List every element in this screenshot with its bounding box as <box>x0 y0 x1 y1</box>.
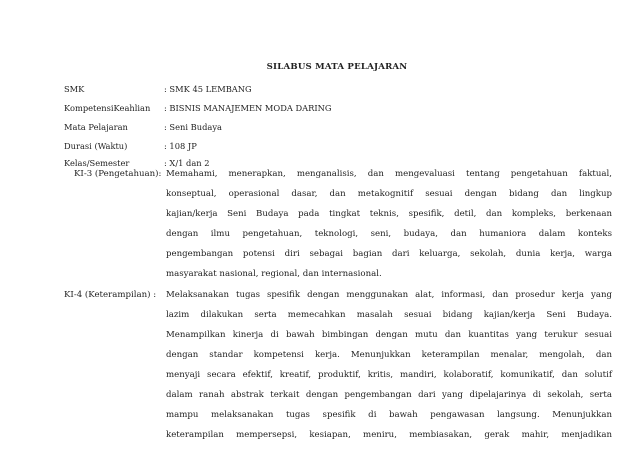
ki4-line: dalam ranah abstrak terkait dengan pengembangan dari yang dipelajarinya di sekolah, serta <box>166 390 612 400</box>
ki3-line: masyarakat nasional, regional, dan internasional. <box>166 269 382 279</box>
ki3-line: kajian/kerja Seni Budaya pada tingkat teknis, spesifik, detil, dan kompleks, berkenaan <box>166 209 612 219</box>
ki3-line: dengan ilmu pengetahuan, teknologi, seni, budaya, dan humaniora dalam konteks <box>166 229 612 239</box>
document-title: SILABUS MATA PELAJARAN <box>266 62 408 72</box>
ki4-line: Menampilkan kinerja di bawah bimbingan dengan mutu dan kuantitas yang terukur sesuai <box>166 330 612 340</box>
meta-label: SMK <box>64 84 85 94</box>
ki3-line: Memahami, menerapkan, menganalisis, dan mengevaluasi tentang pengetahuan faktual, <box>166 169 612 179</box>
ki4-line: keterampilan mempersepsi, kesiapan, meniru, membiasakan, gerak mahir, menjadikan <box>166 430 612 440</box>
meta-value: : 108 JP <box>164 141 197 151</box>
ki4-line: mampu melaksanakan tugas spesifik di bawah pengawasan langsung. Menunjukkan <box>166 410 612 420</box>
ki4-line: lazim dilakukan serta memecahkan masalah sesuai bidang kajian/kerja Seni Budaya. <box>166 310 612 320</box>
meta-label: KompetensiKeahlian <box>64 103 151 113</box>
meta-value: : Seni Budaya <box>164 122 222 132</box>
ki4-label: KI-4 (Keterampilan) : <box>64 290 157 300</box>
meta-label: Durasi (Waktu) <box>64 141 128 151</box>
meta-value: : BISNIS MANAJEMEN MODA DARING <box>164 103 332 113</box>
ki3-line: pengembangan potensi diri sebagai bagian dari keluarga, sekolah, dunia kerja, warga <box>166 249 612 259</box>
ki4-line: menyaji secara efektif, kreatif, produktif, kritis, mandiri, kolaboratif, komunikatif, dan solutif <box>166 370 612 380</box>
meta-label: Mata Pelajaran <box>64 122 128 132</box>
ki4-line: dengan standar kompetensi kerja. Menunjukkan keterampilan menalar, mengolah, dan <box>166 350 612 360</box>
ki4-line: Melaksanakan tugas spesifik dengan menggunakan alat, informasi, dan prosedur kerja yang <box>166 290 612 300</box>
meta-value: : SMK 45 LEMBANG <box>164 84 252 94</box>
meta-value: : X/1 dan 2 <box>164 158 210 168</box>
ki3-line: konseptual, operasional dasar, dan metakognitif sesuai dengan bidang dan lingkup <box>166 189 612 199</box>
ki3-label: KI-3 (Pengetahuan): <box>74 169 162 179</box>
meta-label: Kelas/Semester <box>64 158 130 168</box>
